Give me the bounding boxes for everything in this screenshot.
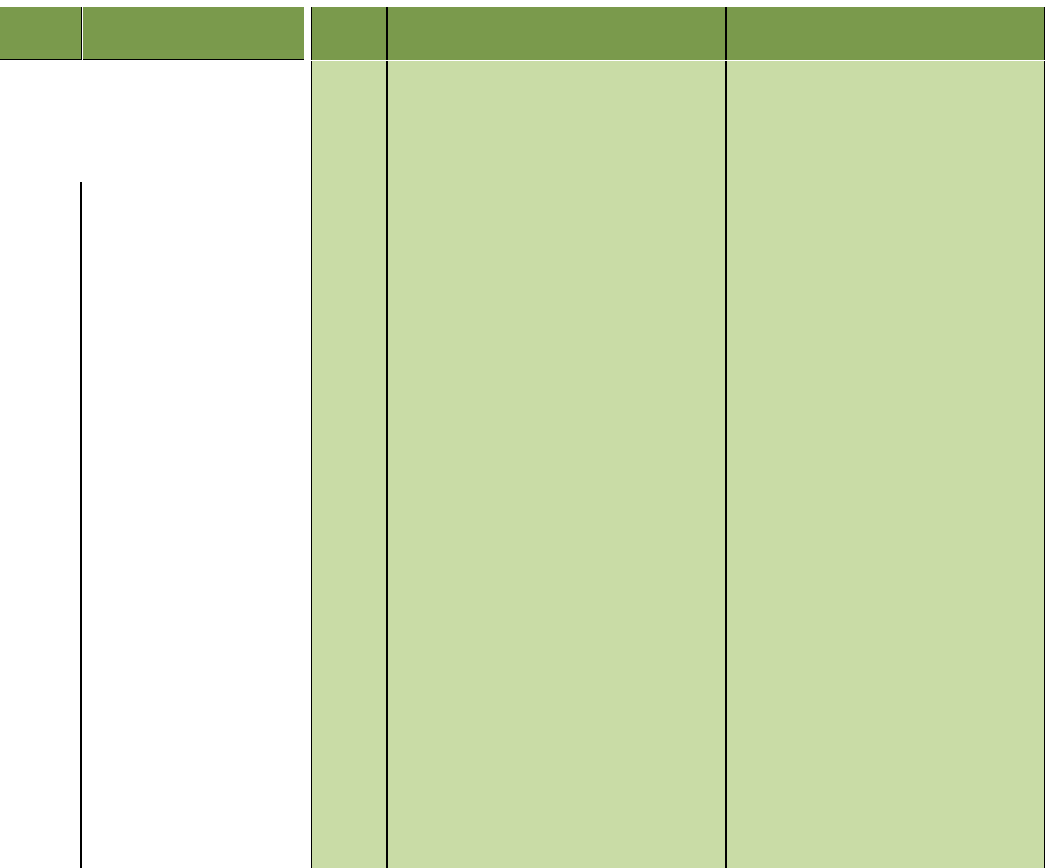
week-number-header	[0, 7, 82, 60]
responsible-column-header	[726, 7, 1045, 60]
weekday-header-row	[83, 31, 304, 60]
date-column-body	[311, 61, 387, 868]
date-column-header	[311, 7, 387, 60]
month-header	[83, 7, 304, 31]
activity-column-body	[387, 61, 726, 868]
month-calendar	[0, 0, 304, 868]
responsible-column-body	[726, 61, 1045, 868]
schedule-table	[311, 0, 1045, 868]
activity-column-header	[387, 7, 726, 60]
week-column-blank	[0, 182, 82, 868]
